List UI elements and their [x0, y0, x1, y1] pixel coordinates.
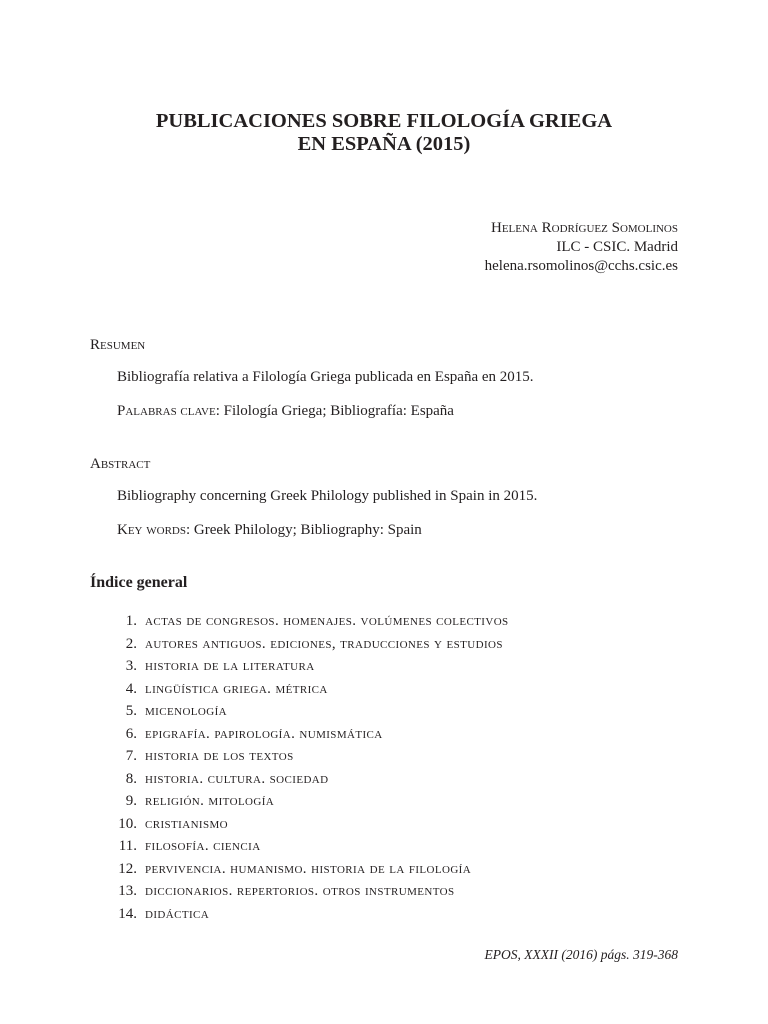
resumen-keywords-label: Palabras clave [117, 403, 216, 419]
toc-item [0, 860, 768, 883]
toc-item-label: micenología [145, 703, 228, 719]
toc-item-label: historia. cultura. sociedad [145, 770, 329, 787]
toc-item-label: cristianismo [145, 815, 229, 832]
toc-item [0, 815, 768, 838]
article-title-line-1: PUBLICACIONES SOBRE FILOLOGÍA GRIEGA [155, 110, 613, 132]
toc-item-label: religión. mitología [145, 793, 275, 809]
toc-item-number: 8. [125, 770, 137, 787]
table-of-contents [0, 612, 768, 927]
toc-item [0, 702, 768, 725]
toc-item-label: diccionarios. repertorios. otros instrumentos [145, 883, 455, 899]
author-email: helena.rsomolinos@cchs.csic.es [484, 258, 678, 274]
toc-item-label: filosofía. ciencia [145, 838, 261, 854]
toc-item-label: actas de congresos. homenajes. volúmenes colectivos [145, 613, 509, 629]
abstract-text: Bibliography concerning Greek Philology published in Spain in 2015. [117, 488, 538, 504]
toc-item-number: 1. [125, 613, 137, 629]
toc-item [0, 792, 768, 815]
toc-item-number: 13. [118, 883, 137, 899]
toc-item-number: 5. [125, 703, 137, 719]
toc-item-label: didáctica [145, 905, 210, 922]
author-name: Helena Rodríguez Somolinos [491, 220, 678, 236]
toc-item [0, 680, 768, 703]
journal-citation: EPOS, XXXII (2016) págs. 319-368 [484, 947, 678, 962]
toc-item-label: epigrafía. papirología. numismática [145, 725, 383, 742]
toc-item-label: historia de los textos [145, 748, 294, 764]
toc-item-number: 3. [125, 658, 137, 674]
toc-item-number: 4. [125, 680, 137, 697]
author-block [485, 219, 678, 276]
abstract-keywords-label: Key words [117, 522, 186, 538]
resumen-keywords-text: : Filología Griega; Bibliografía: España [215, 403, 454, 419]
resumen-text: Bibliografía relativa a Filología Griega publicada en España en 2015. [117, 369, 534, 385]
toc-item [0, 837, 768, 860]
author-affiliation: ILC - CSIC. Madrid [556, 239, 678, 255]
toc-item [0, 612, 768, 635]
toc-item-number: 6. [125, 725, 137, 742]
toc-item [0, 635, 768, 658]
abstract-keywords [117, 521, 422, 540]
toc-item [0, 905, 768, 928]
toc-item-number: 12. [118, 860, 137, 877]
toc-item [0, 725, 768, 748]
toc-item-label: historia de la literatura [145, 658, 315, 674]
index-title: Índice general [90, 574, 188, 591]
toc-item [0, 657, 768, 680]
toc-item-number: 9. [125, 793, 137, 809]
toc-item-label: pervivencia. humanismo. historia de la filología [145, 860, 472, 877]
toc-item-label: autores antiguos. ediciones, traducciones y estudios [145, 635, 503, 652]
toc-item-number: 10. [118, 815, 137, 832]
toc-item [0, 770, 768, 793]
toc-item-number: 14. [118, 905, 137, 922]
resumen-heading: Resumen [90, 337, 146, 353]
resumen-keywords [117, 402, 454, 421]
toc-item-number: 11. [118, 838, 137, 854]
toc-item [0, 747, 768, 770]
article-title-line-2: EN ESPAÑA (2015) [297, 133, 471, 155]
toc-item-number: 2. [125, 635, 137, 652]
toc-item-label: lingüística griega. métrica [145, 680, 328, 697]
abstract-keywords-text: : Greek Philology; Bibliography: Spain [185, 522, 422, 538]
toc-item [0, 882, 768, 905]
toc-item-number: 7. [125, 748, 137, 764]
abstract-heading: Abstract [90, 456, 151, 472]
article-title [0, 110, 768, 156]
